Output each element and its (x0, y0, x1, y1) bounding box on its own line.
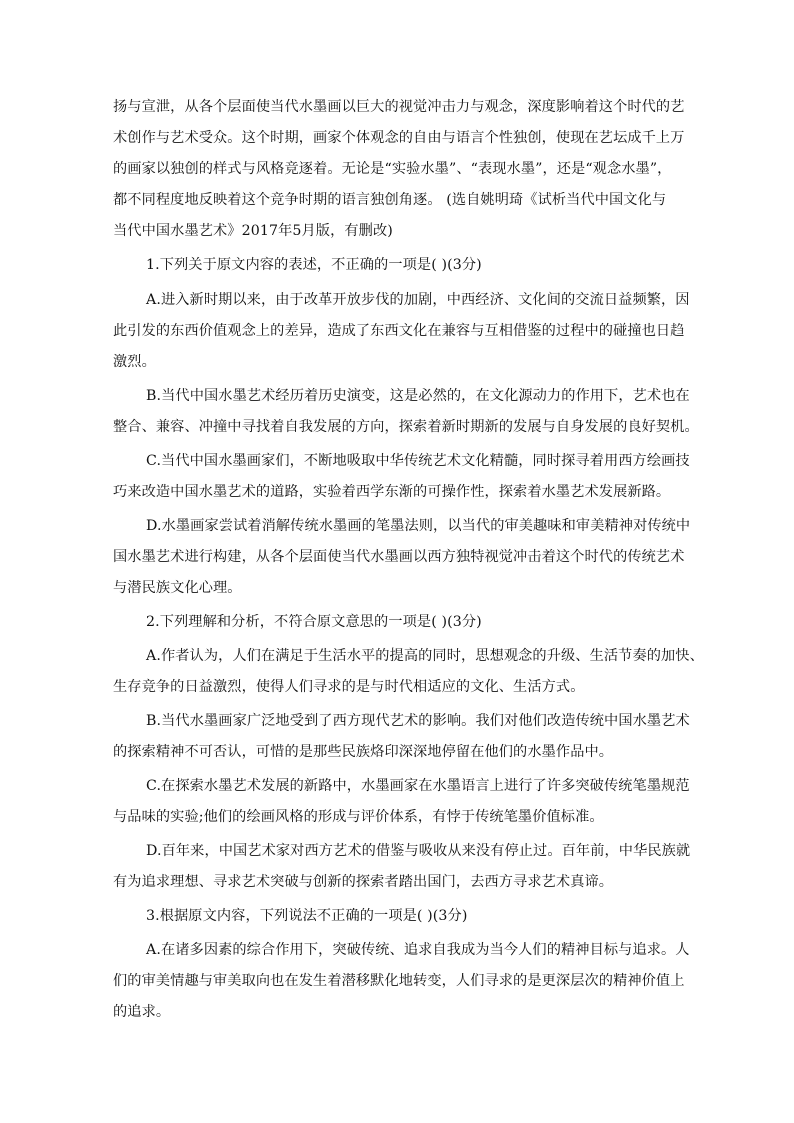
q2-option-b: B.当代水墨画家广泛地受到了西方现代艺术的影响。我们对他们改造传统中国水墨艺术 (146, 713, 690, 729)
q1-option-d: D.水墨画家尝试着消解传统水墨画的笔墨法则，以当代的审美趣味和审美精神对传统中 (146, 518, 691, 534)
q2-option-b: 的探索精神不可否认，可惜的是那些民族烙印深深地停留在他们的水墨作品中。 (113, 744, 614, 760)
intro-line: 都不同程度地反映着这个竞争时期的语言独创角逐。 (选自姚明琦《试析当代中国文化与 (113, 192, 667, 208)
q1-option-d: 国水墨艺术进行构建，从各个层面使当代水墨画以西方独特视觉冲击着这个时代的传统艺术 (113, 549, 685, 565)
q2-option-c: C.在探索水墨艺术发展的新路中，水墨画家在水墨语言上进行了许多突破传统笔墨规范 (146, 778, 690, 794)
q2-option-c: 与品味的实验;他们的绘画风格的形成与评价体系，有悖于传统笔墨价值标准。 (113, 809, 604, 825)
q1-option-d: 与潜民族文化心理。 (113, 580, 242, 596)
intro-line: 扬与宣泄，从各个层面使当代水墨画以巨大的视觉冲击力与观念，深度影响着这个时代的艺 (113, 99, 685, 115)
q3-option-a: 的追求。 (113, 1004, 171, 1020)
q1-option-a: A.进入新时期以来，由于改革开放步伐的加剧，中西经济、文化间的交流日益频繁，因 (146, 292, 690, 308)
q1-option-b: B.当代中国水墨艺术经历着历史演变，这是必然的，在文化源动力的作用下，艺术也在 (146, 388, 690, 404)
source-citation: 当代中国水墨艺术》2017年5月版，有删改) (113, 223, 393, 239)
q2-option-a: 生存竞争的日益激烈，使得人们寻求的是与时代相适应的文化、生活方式。 (113, 679, 585, 695)
q1-option-a: 激烈。 (113, 354, 156, 370)
intro-line: 术创作与艺术受众。这个时期，画家个体观念的自由与语言个性独创，使现在艺坛成千上万 (113, 130, 685, 146)
q1-option-a: 此引发的东西价值观念上的差异，造成了东西文化在兼容与互相借鉴的过程中的碰撞也日趋 (113, 323, 685, 339)
question-1-stem: 1.下列关于原文内容的表述，不正确的一项是( )(3分) (146, 257, 482, 273)
q3-option-a: A.在诸多因素的综合作用下，突破传统、追求自我成为当今人们的精神目标与追求。人 (146, 942, 690, 958)
question-2-stem: 2.下列理解和分析，不符合原文意思的一项是( )(3分) (146, 614, 482, 630)
q2-option-d: 有为追求理想、寻求艺术突破与创新的探索者踏出国门，去西方寻求艺术真谛。 (113, 874, 614, 890)
q1-option-c: 巧来改造中国水墨艺术的道路，实验着西学东渐的可操作性，探索着水墨艺术发展新路。 (113, 484, 671, 500)
q1-option-b: 整合、兼容、冲撞中寻找着自我发展的方向，探索着新时期新的发展与自身发展的良好契机。 (113, 419, 699, 435)
intro-line: 的画家以独创的样式与风格竞逐着。无论是“实验水墨”、“表现水墨”，还是“观念水墨”， (113, 161, 672, 177)
q2-option-d: D.百年来，中国艺术家对西方艺术的借鉴与吸收从来没有停止过。百年前，中华民族就 (146, 843, 691, 859)
question-3-stem: 3.根据原文内容，下列说法不正确的一项是( )(3分) (146, 908, 468, 924)
q2-option-a: A.作者认为，人们在满足于生活水平的提高的同时，思想观念的升级、生活节奏的加快、 (146, 648, 704, 664)
q1-option-c: C.当代中国水墨画家们，不断地吸取中华传统艺术文化精髓，同时探寻着用西方绘画技 (146, 453, 690, 469)
q3-option-a: 们的审美情趣与审美取向也在发生着潜移默化地转变，人们寻求的是更深层次的精神价值上 (113, 973, 685, 989)
